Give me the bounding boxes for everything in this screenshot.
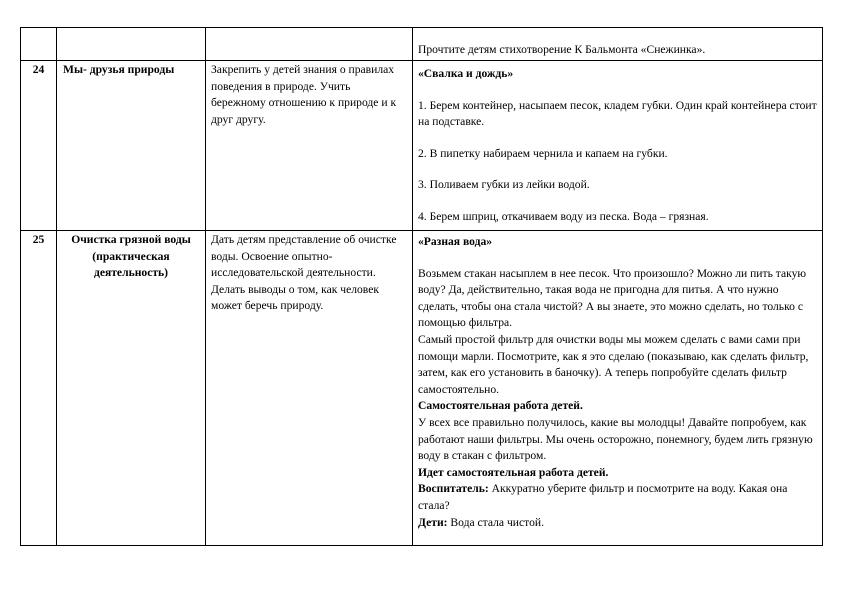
row-topic: Мы- друзья природы (57, 61, 206, 231)
paragraph: У всех все правильно получилось, какие вы молодцы! Давайте попробуем, как работают наши фильтры. Мы очень осторожно, понемногу, будем лить грязную воду в стакан с фильтром. (418, 415, 813, 463)
row-number: 25 (21, 231, 57, 546)
row-number: 24 (21, 61, 57, 231)
note-independent-work: Самостоятельная работа детей. (418, 399, 583, 413)
step-item: 4. Берем шприц, откачиваем воду из песка. Вода – грязная. (418, 209, 709, 223)
row-goal: Закрепить у детей знания о правилах поведения в природе. Учить бережному отношению к природе и к друг другу. (206, 61, 413, 231)
note-independent-work: Идет самостоятельная работа детей. (418, 465, 609, 479)
step-item: 3. Поливаем губки из лейки водой. (418, 178, 590, 192)
row-content (413, 231, 823, 546)
cell-number-empty (21, 28, 57, 61)
dialogue-children (418, 515, 817, 532)
lesson-plan-table (20, 27, 823, 546)
table-row-continuation (21, 28, 823, 61)
table-row (21, 231, 823, 546)
step-item: 1. Берем контейнер, насыпаем песок, кладем губки. Один край контейнера стоит на подставке. (418, 98, 817, 129)
cell-content (413, 28, 823, 61)
table-row (21, 61, 823, 231)
speaker-text: Вода стала чистой. (447, 515, 544, 529)
cell-goal-empty (206, 28, 413, 61)
step-item: 2. В пипетку набираем чернила и капаем на губки. (418, 146, 668, 160)
row-goal: Дать детям представление об очистке воды. Освоение опытно-исследовательской деятельности. Делать выводы о том, как человек может беречь природу. (206, 231, 413, 546)
activity-title: «Разная вода» (418, 235, 493, 248)
paragraph: Возьмем стакан насыплем в нее песок. Что произошло? Можно ли пить такую воду? Да, действительно, такая вода не пригодна для питья. А что нужно сделать, чтобы она стала чистой? А вы знаете, это можно сделать, но только с помощью фильтра. (418, 266, 807, 330)
dialogue-teacher (418, 481, 817, 514)
cell-topic-empty (57, 28, 206, 61)
paragraph: Самый простой фильтр для очистки воды мы можем сделать с вами сами при помощи марли. Посмотрите, как я это сделаю (показываю, как сделать фильтр, затем, как его установить в баночку). А теперь попробуйте сделать фильтр самостоятельно. (418, 332, 809, 396)
speaker-text: Аккуратно уберите фильтр и посмотрите на воду. Какая она стала? (418, 482, 788, 512)
row-content (413, 61, 823, 231)
row-topic: Очистка грязной воды (практическая деятельность) (57, 231, 206, 546)
continuation-text: Прочтите детям стихотворение К Бальмонта «Снежинка». (418, 43, 706, 57)
speaker-label: Дети: (418, 515, 448, 529)
activity-title: «Свалка и дождь» (418, 67, 514, 80)
speaker-label: Воспитатель: (418, 482, 489, 496)
